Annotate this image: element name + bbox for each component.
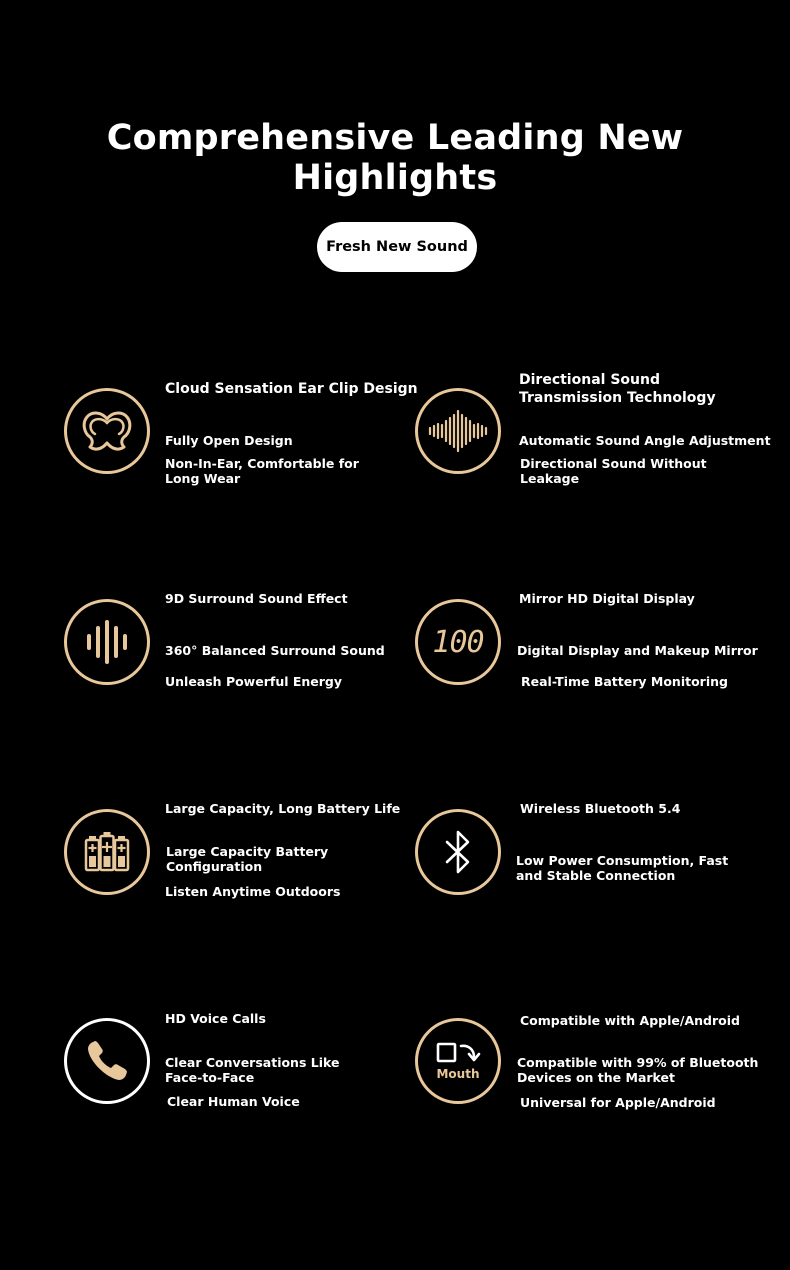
feature-line: Compatible with 99% of Bluetooth [517,1055,759,1070]
feature-line: Fully Open Design [165,433,293,448]
feature-title: Cloud Sensation Ear Clip Design [165,381,418,397]
display-digits: 100 [432,624,484,660]
feature-title: 9D Surround Sound Effect [165,591,348,606]
feature-line: Long Wear [165,471,241,486]
feature-title: Large Capacity, Long Battery Life [165,801,401,816]
feature-title: Mirror HD Digital Display [519,591,695,606]
surround-bars-icon [64,599,150,685]
feature-line: Large Capacity Battery [166,844,329,859]
feature-line: Leakage [520,471,580,486]
feature-title: Transmission Technology [519,390,716,406]
ear-clip-icon [64,388,150,474]
feature-line: Directional Sound Without [520,456,707,471]
sound-wave-bars [426,409,490,453]
bluetooth-icon [415,809,501,895]
feature-line: Configuration [166,859,263,874]
badge-label: Fresh New Sound [326,239,468,255]
feature-title: Compatible with Apple/Android [520,1013,740,1028]
feature-line: Clear Human Voice [167,1094,300,1109]
feature-line: 360° Balanced Surround Sound [165,643,385,658]
feature-line: Unleash Powerful Energy [165,674,343,689]
feature-line: Listen Anytime Outdoors [165,884,341,899]
feature-line: Real-Time Battery Monitoring [521,674,728,689]
feature-title: Directional Sound [519,372,660,388]
feature-line: Face-to-Face [165,1070,255,1085]
feature-line: Universal for Apple/Android [520,1095,716,1110]
page-title: Comprehensive Leading New Highlights [106,118,684,198]
feature-line: and Stable Connection [516,868,676,883]
compatibility-icon [415,1018,501,1104]
sound-wave-icon [415,388,501,474]
battery-icon [64,809,150,895]
feature-title: Wireless Bluetooth 5.4 [520,801,681,816]
feature-title: HD Voice Calls [165,1011,266,1026]
feature-line: Clear Conversations Like [165,1055,340,1070]
swap-arrow-icon [435,1041,481,1065]
feature-line: Automatic Sound Angle Adjustment [519,433,771,448]
feature-line: Low Power Consumption, Fast [516,853,729,868]
mouth-label: Mouth [436,1067,480,1081]
fresh-new-sound-badge [317,222,477,272]
digital-display-icon [415,599,501,685]
feature-line: Digital Display and Makeup Mirror [517,643,758,658]
feature-line: Non-In-Ear, Comfortable for [165,456,359,471]
feature-line: Devices on the Market [517,1070,675,1085]
phone-icon [64,1018,150,1104]
